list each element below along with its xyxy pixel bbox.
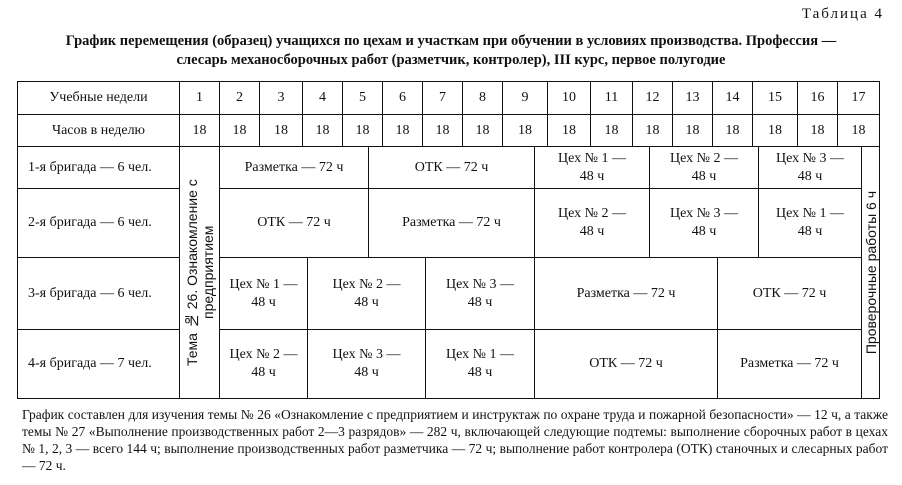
schedule-cell-text: ОТК — 72 ч xyxy=(414,159,489,175)
schedule-cell xyxy=(717,329,862,399)
week-number-text: 2 xyxy=(236,90,243,105)
week-number xyxy=(422,81,463,115)
week-number xyxy=(502,81,548,115)
schedule-cell-text: Разметка — 72 ч xyxy=(402,215,501,230)
brigade-label xyxy=(17,146,180,189)
brigade-label-text: 4-я бригада — 7 чел. xyxy=(28,356,152,371)
schedule-cell xyxy=(649,146,759,189)
schedule-cell xyxy=(534,257,718,330)
week-hours-text: 18 xyxy=(355,122,370,138)
week-hours-text: 18 xyxy=(435,122,450,138)
table-title-line2: слесарь механосборочных работ (разметчик, контролер), III курс, первое полугодие xyxy=(176,52,726,68)
table-title-line1: График перемещения (образец) учащихся по цехам и участкам при обучении в условиях производства. Профессия — xyxy=(65,33,837,49)
week-hours xyxy=(342,114,383,147)
week-number xyxy=(797,81,838,115)
week-number xyxy=(712,81,753,115)
week-number-text: 8 xyxy=(479,90,486,105)
week-number-text: 15 xyxy=(768,90,782,105)
week-hours xyxy=(422,114,463,147)
week-hours xyxy=(259,114,303,147)
schedule-cell-text: Разметка — 72 ч xyxy=(740,356,839,371)
schedule-cell xyxy=(425,329,535,399)
schedule-cell-text: Цех № 3 — 48 ч xyxy=(776,150,844,184)
schedule-cell xyxy=(307,329,426,399)
schedule-cell xyxy=(425,257,535,330)
week-number xyxy=(342,81,383,115)
schedule-cell-text: Разметка — 72 ч xyxy=(244,159,344,175)
brigade-label xyxy=(17,188,180,258)
week-hours xyxy=(179,114,220,147)
schedule-cell xyxy=(534,188,650,258)
week-number xyxy=(837,81,880,115)
brigade-label-text: 3-я бригада — 6 чел. xyxy=(28,285,152,301)
schedule-cell-text: Цех № 3 — 48 ч xyxy=(670,206,738,239)
footnote: График составлен для изучения темы № 26 «Ознакомление с предприятием и инструктаж по охране труда и пожарной безопасности» — 12 ч, а также темы № 27 «Выполнение производственных работ 2—3 разрядов» — 282 ч, включающей следующие подтемы: выполнение сборочных работ в цехах № 1, 2, 3 — всего 144 ч; выполнение производственных работ разметчика — 72 ч; выполнение работ контролера (ОТК) станочных и слесарных работ — 72 ч. xyxy=(22,407,888,473)
week-number-text: 11 xyxy=(604,90,619,105)
schedule-cell-text: Цех № 2 — 48 ч xyxy=(670,150,738,184)
schedule-cell xyxy=(717,257,862,330)
week-number-text: 12 xyxy=(645,90,660,105)
weeks-label-text: Учебные недели xyxy=(49,90,148,105)
week-number xyxy=(590,81,633,115)
week-number-text: 3 xyxy=(277,90,285,105)
week-number-text: 13 xyxy=(685,90,700,105)
week-number-text: 17 xyxy=(851,90,866,105)
brigade-label xyxy=(17,329,180,399)
intro-topic-cell-text: Тема № 26. Ознакомление с предприятием xyxy=(183,179,216,366)
week-hours xyxy=(502,114,548,147)
week-hours xyxy=(219,114,260,147)
week-hours xyxy=(462,114,503,147)
schedule-cell-text: Цех № 1 — 48 ч xyxy=(776,206,844,239)
week-hours xyxy=(590,114,633,147)
week-number xyxy=(462,81,503,115)
week-number-text: 10 xyxy=(562,90,576,105)
schedule-cell-text: Цех № 2 — 48 ч xyxy=(229,347,298,380)
schedule-cell xyxy=(534,329,718,399)
schedule-cell xyxy=(219,146,369,189)
week-number xyxy=(632,81,673,115)
week-hours-text: 18 xyxy=(685,122,700,138)
week-hours xyxy=(797,114,838,147)
week-hours-text: 18 xyxy=(645,122,660,138)
week-hours-text: 18 xyxy=(851,122,866,138)
schedule-cell-text: ОТК — 72 ч xyxy=(752,285,827,301)
hours-label xyxy=(17,114,180,147)
week-number xyxy=(382,81,423,115)
schedule-cell xyxy=(219,329,308,399)
week-hours-text: 18 xyxy=(475,122,490,138)
week-number xyxy=(752,81,798,115)
schedule-cell-text: Цех № 2 — 48 ч xyxy=(332,276,401,310)
week-hours-text: 18 xyxy=(192,122,207,138)
week-hours xyxy=(547,114,591,147)
week-number-text: 16 xyxy=(810,90,825,105)
schedule-cell xyxy=(368,188,535,258)
schedule-cell-text: Цех № 1 — 48 ч xyxy=(558,150,626,184)
week-number-text: 6 xyxy=(399,90,406,105)
brigade-label-text: 1-я бригада — 6 чел. xyxy=(28,159,152,175)
schedule-cell xyxy=(368,146,535,189)
schedule-cell-text: Цех № 2 — 48 ч xyxy=(558,206,626,239)
final-check-cell-text: Проверочные работы 6 ч xyxy=(862,190,879,355)
week-number xyxy=(547,81,591,115)
intro-topic-cell xyxy=(179,146,220,399)
week-number-text: 4 xyxy=(319,90,326,105)
week-hours xyxy=(837,114,880,147)
weeks-label xyxy=(17,81,180,115)
schedule-cell-text: Цех № 3 — 48 ч xyxy=(446,276,514,310)
week-hours-text: 18 xyxy=(725,122,740,138)
week-hours xyxy=(302,114,343,147)
schedule-cell xyxy=(534,146,650,189)
week-hours-text: 18 xyxy=(810,122,825,138)
schedule-cell xyxy=(758,188,862,258)
hours-label-text: Часов в неделю xyxy=(51,122,146,138)
week-hours-text: 18 xyxy=(768,122,782,138)
schedule-cell xyxy=(219,188,369,258)
week-number-text: 7 xyxy=(439,90,446,105)
week-hours xyxy=(752,114,798,147)
brigade-label-text: 2-я бригада — 6 чел. xyxy=(28,215,152,230)
week-hours-text: 18 xyxy=(562,122,576,138)
week-number xyxy=(259,81,303,115)
week-number xyxy=(179,81,220,115)
schedule-cell-text: Разметка — 72 ч xyxy=(576,285,676,301)
week-number-text: 9 xyxy=(521,90,529,105)
week-hours-text: 18 xyxy=(518,122,532,138)
schedule-cell-text: Цех № 1 — 48 ч xyxy=(446,347,514,380)
week-number-text: 14 xyxy=(725,90,740,105)
week-hours xyxy=(672,114,713,147)
schedule-cell-text: Цех № 1 — 48 ч xyxy=(229,276,298,310)
week-number xyxy=(302,81,343,115)
week-hours-text: 18 xyxy=(232,122,247,138)
week-number-text: 1 xyxy=(196,90,203,105)
schedule-cell xyxy=(219,257,308,330)
schedule-cell-text: ОТК — 72 ч xyxy=(257,215,331,230)
week-hours-text: 18 xyxy=(315,122,330,138)
schedule-cell-text: ОТК — 72 ч xyxy=(589,356,663,371)
brigade-label xyxy=(17,257,180,330)
week-hours xyxy=(712,114,753,147)
week-number-text: 5 xyxy=(359,90,366,105)
week-hours-text: 18 xyxy=(604,122,619,138)
schedule-cell xyxy=(307,257,426,330)
schedule-cell xyxy=(758,146,862,189)
week-hours-text: 18 xyxy=(395,122,410,138)
week-hours xyxy=(382,114,423,147)
week-hours-text: 18 xyxy=(274,122,288,138)
schedule-cell-text: Цех № 3 — 48 ч xyxy=(332,347,401,380)
table-number: Таблица 4 xyxy=(801,6,884,22)
week-number xyxy=(219,81,260,115)
week-hours xyxy=(632,114,673,147)
week-number xyxy=(672,81,713,115)
final-check-cell xyxy=(861,146,880,399)
schedule-cell xyxy=(649,188,759,258)
